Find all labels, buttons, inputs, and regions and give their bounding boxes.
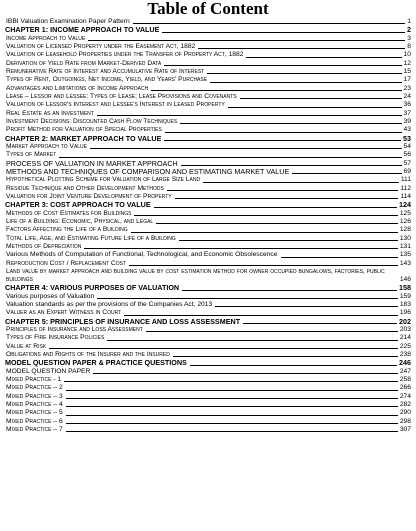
entry-title: Various purposes of Valuation bbox=[6, 292, 95, 300]
leader-line bbox=[181, 165, 402, 166]
entry-title: Valuation of Lessor's Interest and Lessee's Interest in Leased Property bbox=[6, 101, 225, 109]
page-number: 1 bbox=[407, 18, 411, 25]
page-number: 12 bbox=[403, 59, 411, 67]
toc-entry[interactable] bbox=[5, 326, 411, 334]
leader-line bbox=[179, 240, 398, 241]
page-number: 54 bbox=[403, 142, 411, 150]
leader-line bbox=[175, 198, 399, 199]
entry-title: Real Estate as an Investment bbox=[6, 109, 94, 117]
leader-line bbox=[66, 423, 398, 424]
page-number: 69 bbox=[403, 167, 411, 175]
page-number: 146 bbox=[399, 275, 411, 283]
toc-entry[interactable] bbox=[5, 51, 411, 59]
entry-title: Mixed Practice – 7 bbox=[6, 425, 63, 433]
page-number: 183 bbox=[399, 300, 411, 308]
toc-chapter-heading[interactable] bbox=[5, 201, 411, 209]
leader-line bbox=[66, 415, 398, 416]
chapter-title: CHAPTER 4: VARIOUS PURPOSES OF VALUATION bbox=[5, 284, 180, 293]
entry-title: Mixed Practice – 6 bbox=[6, 417, 63, 425]
leader-line bbox=[162, 32, 405, 33]
entry-title: Principles of Insurance and Loss Assessment bbox=[6, 325, 143, 333]
page-number: 290 bbox=[399, 409, 411, 417]
page-number: 298 bbox=[399, 417, 411, 425]
entry-title: Mixed Practice – 3 bbox=[6, 392, 63, 400]
toc-entry[interactable] bbox=[5, 76, 411, 84]
toc-chapter-heading[interactable] bbox=[5, 284, 411, 292]
entry-title: Profit Method for Valuation of Special Properties bbox=[6, 126, 162, 134]
leader-line bbox=[156, 223, 398, 224]
entry-title: Reproduction Cost / Replacement Cost bbox=[6, 259, 127, 267]
chapter-title: CHAPTER 1: INCOME APPROACH TO VALUE bbox=[5, 26, 160, 35]
page-number: 203 bbox=[399, 325, 411, 333]
leader-line bbox=[240, 98, 402, 99]
leader-line bbox=[164, 65, 401, 66]
toc-entry[interactable] bbox=[5, 368, 411, 376]
page-number: 23 bbox=[403, 84, 411, 92]
leader-line bbox=[203, 182, 399, 183]
leader-line bbox=[66, 398, 398, 399]
entry-title: Mixed Practice – 4 bbox=[6, 400, 63, 408]
toc-entry[interactable] bbox=[5, 110, 411, 118]
toc-entry[interactable] bbox=[5, 93, 411, 101]
toc-chapter-heading[interactable] bbox=[5, 26, 411, 34]
toc-entry[interactable] bbox=[5, 351, 411, 359]
entry-title: Investment Decisions: Discounted Cash Flow Techniques bbox=[6, 117, 178, 125]
leader-line bbox=[129, 265, 398, 266]
page-number: 43 bbox=[403, 126, 411, 134]
leader-line bbox=[173, 356, 398, 357]
entry-title: Valuation for Joint Venture Development of Property bbox=[6, 192, 172, 200]
entry-title: IBBI Valuation Examination Paper Pattern bbox=[6, 18, 130, 25]
page-number: 247 bbox=[399, 367, 411, 375]
toc-entry[interactable] bbox=[5, 151, 411, 159]
toc-entry[interactable] bbox=[5, 168, 411, 176]
page-number: 130 bbox=[399, 234, 411, 242]
entry-title: Mixed Practice - 1 bbox=[6, 375, 62, 383]
entry-title: Methods of Depreciation bbox=[6, 242, 82, 250]
entry-title: Value at Risk bbox=[6, 342, 47, 350]
leader-line bbox=[151, 90, 401, 91]
toc-entry[interactable] bbox=[5, 384, 411, 392]
entry-title: Various Methods of Computation of Functional, Technological, and Economic Obsolescence bbox=[6, 251, 278, 259]
entry-title: Land value by market approach and building value by cost estimation method for owner occupied bungalows, factories, public buildings bbox=[6, 267, 385, 284]
leader-line bbox=[59, 157, 401, 158]
leader-line bbox=[207, 73, 401, 74]
leader-line bbox=[88, 40, 405, 41]
page-number: 202 bbox=[399, 317, 411, 326]
page-number: 135 bbox=[399, 251, 411, 259]
leader-line bbox=[107, 340, 398, 341]
toc-entry[interactable] bbox=[5, 35, 411, 43]
leader-line bbox=[164, 140, 401, 141]
entry-title: Mixed Practice – 5 bbox=[6, 409, 63, 417]
entry-title: Market Approach to Value bbox=[6, 142, 88, 150]
entry-title: Advantages and Limitations of Income Approach bbox=[6, 84, 149, 92]
leader-line bbox=[97, 298, 398, 299]
page-number: 274 bbox=[399, 392, 411, 400]
page-number: 159 bbox=[399, 292, 411, 300]
leader-line bbox=[198, 48, 405, 49]
toc-chapter-heading[interactable] bbox=[5, 135, 411, 143]
toc-entry[interactable] bbox=[5, 393, 411, 401]
chapter-title: CHAPTER 5: PRINCIPLES OF INSURANCE AND LOSS ASSESSMENT bbox=[5, 317, 241, 326]
page-number: 24 bbox=[403, 92, 411, 100]
entry-title: Lease – Lessor and Lessee: Types of Lease; Lease Provisions and Covenants bbox=[6, 92, 237, 100]
toc-entry[interactable] bbox=[5, 43, 411, 51]
entry-title: Derivation of Yield Rate from Market-Derived Data bbox=[6, 59, 162, 67]
page-title: Table of Content bbox=[147, 0, 269, 18]
toc-entry[interactable] bbox=[5, 210, 411, 218]
page-number: 258 bbox=[399, 375, 411, 383]
leader-line bbox=[154, 207, 397, 208]
leader-line bbox=[134, 215, 397, 216]
entry-title: Types of Market bbox=[6, 151, 57, 159]
page-number: 112 bbox=[400, 184, 411, 192]
toc-entry[interactable] bbox=[5, 68, 411, 76]
leader-line bbox=[228, 107, 402, 108]
leader-line bbox=[165, 132, 402, 133]
page-number: 114 bbox=[400, 192, 411, 200]
toc-entry[interactable] bbox=[5, 235, 411, 243]
leader-line bbox=[66, 390, 398, 391]
page-number: 124 bbox=[399, 201, 411, 210]
entry-title: Remunerative Rate of Interest and Accumulative Rate of Interest bbox=[6, 67, 205, 75]
page-number: 196 bbox=[399, 309, 411, 317]
toc-chapter-heading[interactable] bbox=[5, 359, 411, 367]
page-number: 238 bbox=[399, 350, 411, 358]
entry-title: METHODS AND TECHNIQUES OF COMPARISON AND ESTIMATING MARKET VALUE bbox=[6, 167, 290, 176]
entry-title: Types of Rent, Outgoings, Net Income, Yield, and Years' Purchase bbox=[6, 76, 208, 84]
page-number: 15 bbox=[403, 67, 411, 75]
entry-title: MODEL QUESTION PAPER bbox=[6, 367, 91, 375]
page-number: 131 bbox=[399, 242, 411, 250]
leader-line bbox=[124, 315, 398, 316]
page-number: 246 bbox=[399, 359, 411, 368]
leader-line bbox=[90, 148, 402, 149]
entry-title: Total Life, Age, and Estimating Future Life of a Building bbox=[6, 234, 176, 242]
entry-title: Hypothetical Plotting Scheme for Valuation of Large Size Land bbox=[6, 176, 201, 184]
page-number: 2 bbox=[407, 26, 411, 35]
toc-entry[interactable] bbox=[5, 268, 411, 284]
leader-line bbox=[281, 257, 398, 258]
page-number: 39 bbox=[403, 117, 411, 125]
toc-entry[interactable] bbox=[5, 409, 411, 417]
toc-entry[interactable] bbox=[5, 293, 411, 301]
toc-entry[interactable] bbox=[5, 126, 411, 134]
toc-entry[interactable] bbox=[5, 260, 411, 268]
toc-entry[interactable] bbox=[5, 160, 411, 168]
page-number: 158 bbox=[399, 284, 411, 293]
toc-entry[interactable] bbox=[5, 243, 411, 251]
page-number: 17 bbox=[403, 76, 411, 84]
page-number: 37 bbox=[403, 109, 411, 117]
leader-line bbox=[133, 23, 406, 24]
toc-entry[interactable] bbox=[5, 193, 411, 201]
leader-line bbox=[215, 306, 398, 307]
leader-line bbox=[190, 365, 397, 366]
leader-line bbox=[292, 173, 401, 174]
toc-entry[interactable] bbox=[5, 426, 411, 434]
page-number: 126 bbox=[399, 217, 411, 225]
toc-entry[interactable] bbox=[5, 18, 411, 26]
toc-entry[interactable] bbox=[5, 343, 411, 351]
leader-line bbox=[93, 373, 397, 374]
toc-entry[interactable] bbox=[5, 218, 411, 226]
page-number: 111 bbox=[400, 176, 411, 184]
leader-line bbox=[182, 290, 397, 291]
entry-title: Valuation of Leasehold Properties under the Transfer of Property Act, 1882 bbox=[6, 51, 244, 59]
toc-entry[interactable] bbox=[5, 334, 411, 342]
leader-line bbox=[243, 323, 397, 324]
entry-title: Factors Affecting the Life of a Building bbox=[6, 226, 128, 234]
entry-title: Obligations and Rights of the Insurer and the Insured bbox=[6, 350, 170, 358]
entry-title: Methods of Cost Estimates for Buildings bbox=[6, 209, 132, 217]
chapter-title: MODEL QUESTION PAPER & PRACTICE QUESTIONS bbox=[5, 359, 187, 368]
toc-entry[interactable] bbox=[5, 418, 411, 426]
page-number: 8 bbox=[407, 42, 411, 50]
page-number: 128 bbox=[399, 226, 411, 234]
chapter-title: CHAPTER 2: MARKET APPROACH TO VALUE bbox=[5, 134, 162, 143]
leader-line bbox=[97, 115, 402, 116]
entry-title: PROCESS OF VALUATION IN MARKET APPROACH bbox=[6, 159, 178, 168]
leader-line bbox=[210, 82, 401, 83]
leader-line bbox=[146, 331, 398, 332]
toc-entry[interactable] bbox=[5, 376, 411, 384]
toc-entry[interactable] bbox=[5, 143, 411, 151]
toc-entry[interactable] bbox=[5, 226, 411, 234]
toc-list bbox=[5, 18, 411, 434]
leader-line bbox=[66, 406, 398, 407]
page-number: 10 bbox=[403, 51, 411, 59]
toc-entry[interactable] bbox=[5, 301, 411, 309]
page-number: 266 bbox=[399, 384, 411, 392]
entry-title: Valuation of Licensed Property under the Easement Act, 1882 bbox=[6, 42, 196, 50]
page-number: 225 bbox=[399, 342, 411, 350]
toc-entry[interactable] bbox=[5, 176, 411, 184]
toc-entry[interactable] bbox=[5, 185, 411, 193]
chapter-title: CHAPTER 3: COST APPROACH TO VALUE bbox=[5, 201, 151, 210]
page-number: 57 bbox=[403, 159, 411, 167]
entry-title: Valuation standards as per the provisions of the Companies Act, 2013 bbox=[6, 300, 213, 308]
toc-entry[interactable] bbox=[5, 85, 411, 93]
entry-title: Residue Technique and Other Development Methods bbox=[6, 184, 164, 192]
page-number: 307 bbox=[399, 425, 411, 433]
entry-title: Mixed Practice – 2 bbox=[6, 384, 63, 392]
leader-line bbox=[180, 123, 401, 124]
entry-title: Types of Fire Insurance Policies bbox=[6, 334, 105, 342]
page-number: 56 bbox=[403, 151, 411, 159]
leader-line bbox=[66, 431, 398, 432]
leader-line bbox=[49, 348, 398, 349]
toc-entry[interactable] bbox=[5, 118, 411, 126]
toc-entry[interactable] bbox=[5, 251, 411, 259]
entry-title: Life of a Building: Economic, Physical, and Legal bbox=[6, 217, 154, 225]
page-number: 36 bbox=[403, 101, 411, 109]
leader-line bbox=[64, 381, 398, 382]
leader-line bbox=[246, 57, 401, 58]
leader-line bbox=[167, 190, 398, 191]
leader-line bbox=[84, 248, 397, 249]
page-number: 214 bbox=[399, 334, 411, 342]
leader-line bbox=[131, 232, 398, 233]
page-number: 143 bbox=[399, 259, 411, 267]
page-number: 3 bbox=[407, 34, 411, 42]
toc-entry[interactable] bbox=[5, 401, 411, 409]
page-number: 53 bbox=[403, 134, 411, 143]
entry-title: Income Approach to Value bbox=[6, 34, 86, 42]
toc-entry[interactable] bbox=[5, 101, 411, 109]
entry-title: Valuer as an Expert Witness in Court bbox=[6, 309, 122, 317]
page-number: 125 bbox=[399, 209, 411, 217]
toc-entry[interactable] bbox=[5, 60, 411, 68]
page-number: 282 bbox=[399, 400, 411, 408]
toc-chapter-heading[interactable] bbox=[5, 318, 411, 326]
toc-entry[interactable] bbox=[5, 309, 411, 317]
